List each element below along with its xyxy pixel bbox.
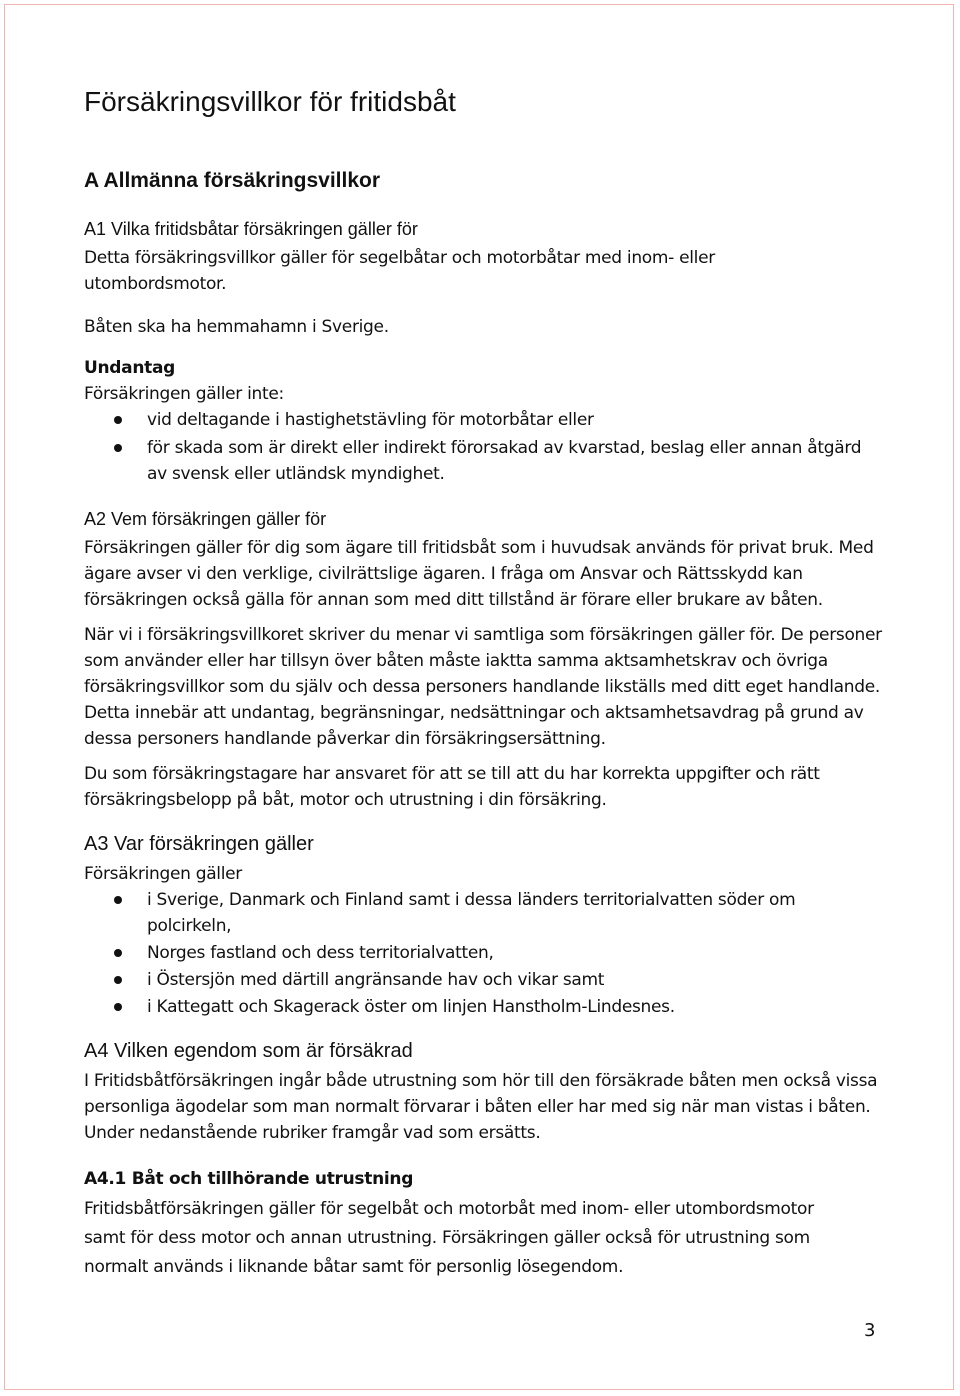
bullet-icon <box>114 1003 122 1011</box>
bullet-icon <box>114 976 122 984</box>
a1-paragraph-2: Båten ska ha hemmahamn i Sverige. <box>84 317 389 337</box>
a3-heading: A3 Var försäkringen gäller <box>84 833 314 855</box>
a1-undantag-label: Undantag <box>84 358 176 378</box>
list-item: i Kattegatt och Skagerack öster om linjen Hanstholm-Lindesnes. <box>84 994 844 1020</box>
a3-intro: Försäkringen gäller <box>84 864 242 884</box>
a1-exclusions-list <box>84 407 864 487</box>
a1-paragraph-1: Detta försäkringsvillkor gäller för segelbåtar och motorbåtar med inom- eller utombordsmotor. <box>84 248 715 294</box>
bullet-icon <box>114 949 122 957</box>
document-title: Försäkringsvillkor för fritidsbåt <box>84 86 456 117</box>
list-item: i Sverige, Danmark och Finland samt i dessa länders territorialvatten söder om polcirkeln, <box>84 887 844 939</box>
a1-heading: A1 Vilka fritidsbåtar försäkringen gäller för <box>84 219 418 239</box>
a41-paragraph-1: Fritidsbåtförsäkringen gäller för segelbåt och motorbåt med inom- eller utombordsmotor samt för dess motor och annan utrustning. Försäkringen gäller också för utrustning som normalt används i liknande båtar samt för personlig lösegendom. <box>84 1199 814 1277</box>
a3-locations-list <box>84 887 844 1020</box>
list-item: vid deltagande i hastighetstävling för motorbåtar eller <box>84 407 864 433</box>
a4-heading: A4 Vilken egendom som är försäkrad <box>84 1040 413 1062</box>
a4-paragraph-1: I Fritidsbåtförsäkringen ingår både utrustning som hör till den försäkrade båten men också vissa personliga ägodelar som man normalt förvarar i båten eller har med sig när man vistas i båten. Under nedanstående rubriker framgår vad som ersätts. <box>84 1071 878 1143</box>
list-item: i Östersjön med därtill angränsande hav och vikar samt <box>84 967 844 993</box>
a2-paragraph-3: Du som försäkringstagare har ansvaret för att se till att du har korrekta uppgifter och rätt försäkringsbelopp på båt, motor och utrustning i din försäkring. <box>84 764 820 810</box>
a41-heading: A4.1 Båt och tillhörande utrustning <box>84 1169 414 1189</box>
a2-paragraph-1: Försäkringen gäller för dig som ägare till fritidsbåt som i huvudsak används för privat bruk. Med ägare avser vi den verklige, civilrättslige ägaren. I fråga om Ansvar och Rättsskydd kan försäkringen också gälla för annan som med ditt tillstånd är förare eller brukare av båten. <box>84 538 874 610</box>
page-number: 3 <box>864 1320 876 1341</box>
list-item: för skada som är direkt eller indirekt förorsakad av kvarstad, beslag eller annan åtgärd av svensk eller utländsk myndighet. <box>84 435 864 487</box>
bullet-icon <box>114 444 122 452</box>
bullet-icon <box>114 416 122 424</box>
a1-undantag-intro: Försäkringen gäller inte: <box>84 384 284 404</box>
bullet-icon <box>114 896 122 904</box>
section-a-heading: A Allmänna försäkringsvillkor <box>84 169 381 192</box>
a2-paragraph-2: När vi i försäkringsvillkoret skriver du menar vi samtliga som försäkringen gäller för. De personer som använder eller har tillsyn över båten måste iaktta samma aktsamhetskrav och övriga försäkringsvillkor som du själv och dessa personers handlande likställs med ditt eget handlande. Detta innebär att undantag, begränsningar, nedsättningar och aktsamhetsavdrag på grund av dessa personers handlande påverkar din försäkringsersättning. <box>84 625 882 749</box>
a2-heading: A2 Vem försäkringen gäller för <box>84 509 327 529</box>
list-item: Norges fastland och dess territorialvatten, <box>84 940 844 966</box>
